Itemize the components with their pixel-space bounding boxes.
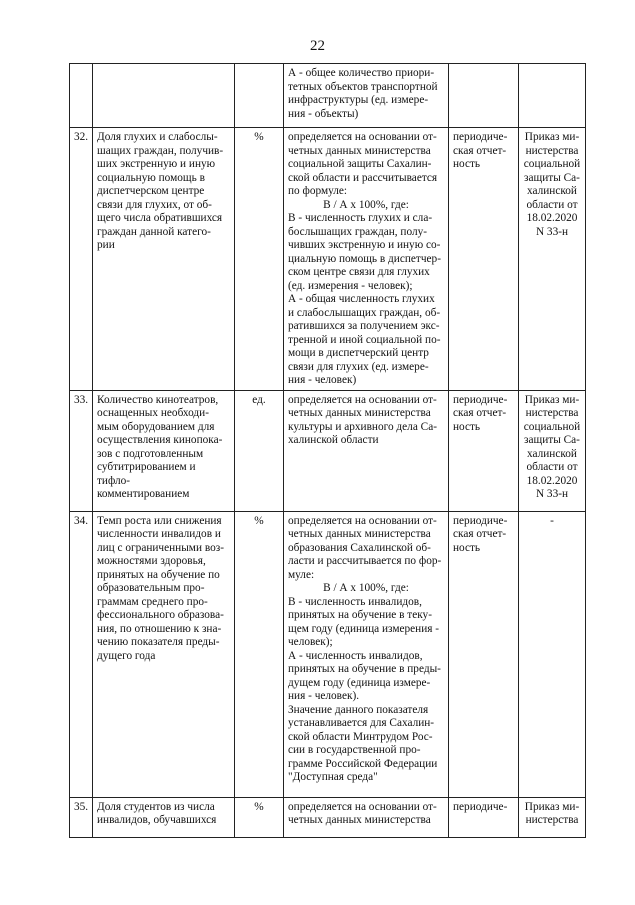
table-row [70, 390, 586, 511]
periodicity-cell [449, 511, 519, 797]
table-row [70, 128, 586, 391]
source-document: Приказ ми- нистерства [524, 800, 580, 826]
reporting-periodicity: периодиче- ская отчет- ность [453, 131, 508, 170]
reporting-periodicity: периодиче- [453, 800, 508, 813]
source-document: - [550, 514, 554, 527]
row-number-cell [70, 128, 93, 391]
indicator-name-cell [93, 128, 235, 391]
row-number-cell [70, 64, 93, 128]
unit-of-measure: ед. [252, 393, 266, 406]
source-document-cell [519, 797, 586, 837]
row-number-cell [70, 797, 93, 837]
calculation-method-cell [284, 64, 449, 128]
row-number: 35. [74, 800, 89, 813]
calculation-method-text: определяется на основании от- четных данных министерства культуры и архивного дела Са- халинской области [288, 393, 437, 446]
calculation-method-text: определяется на основании от- четных данных министерства [288, 800, 437, 826]
unit-cell [235, 511, 284, 797]
indicators-table-body [70, 64, 586, 838]
calculation-method-details: В - численность глухих и сла- бослышащих граждан, полу- чивших экстренную и иную со- циальную помощь в диспетчер- ском центре связи для глухих (ед. измерения - человек); А - общая численность глухих и слабослышащих граждан, об- ратившихся за получением экс- тренной и иной социальной по- мощи в диспетчерский центр связи для глухих (ед. измере- ния - человек) [288, 212, 441, 386]
indicator-name: Доля студентов из числа инвалидов, обучавшихся [97, 800, 217, 826]
unit-cell [235, 64, 284, 128]
table-row [70, 64, 586, 128]
periodicity-cell [449, 128, 519, 391]
calculation-method-text: А - общее количество приори- тетных объектов транспортной инфраструктуры (ед. измере- ния - объекты) [288, 67, 438, 120]
calculation-formula: В / А x 100%, где: [323, 198, 409, 211]
page-number: 22 [310, 38, 325, 54]
calculation-method-cell [284, 390, 449, 511]
unit-cell [235, 390, 284, 511]
unit-cell [235, 128, 284, 391]
source-document-cell [519, 511, 586, 797]
indicator-name-cell [93, 64, 235, 128]
unit-cell [235, 797, 284, 837]
calculation-formula: В / А x 100%, где: [323, 582, 409, 594]
periodicity-cell [449, 64, 519, 128]
row-number-cell [70, 511, 93, 797]
indicator-name-cell [93, 511, 235, 797]
calculation-method-cell [284, 128, 449, 391]
indicator-name: Доля глухих и слабослы- шащих граждан, получив- ших экстренную и иную социальную помощь в диспетчерском центре связи для глухих, от об- щего числа обратившихся граждан данной катего- рии [97, 131, 224, 251]
source-document-cell [519, 390, 586, 511]
unit-of-measure: % [254, 514, 264, 527]
calculation-method-text: определяется на основании от- четных данных министерства социальной защиты Сахалин- ской области и рассчитывается по формуле: [288, 131, 438, 197]
indicator-name-cell [93, 390, 235, 511]
unit-of-measure: % [254, 800, 264, 813]
reporting-periodicity: периодиче- ская отчет- ность [453, 514, 508, 554]
periodicity-cell [449, 797, 519, 837]
source-document-cell [519, 64, 586, 128]
reporting-periodicity: периодиче- ская отчет- ность [453, 393, 508, 433]
row-number: 33. [74, 393, 89, 406]
calculation-method-cell [284, 511, 449, 797]
table-row [70, 797, 586, 837]
indicator-name: Количество кинотеатров, оснащенных необходи- мым оборудованием для осуществления кинопока- зов с подготовленным субтитрированием и тифло- комментированием [97, 393, 223, 500]
row-number: 34. [74, 514, 89, 527]
indicators-table [69, 63, 586, 838]
unit-of-measure: % [254, 131, 264, 143]
row-number: 32. [74, 131, 89, 143]
calculation-method-cell [284, 797, 449, 837]
periodicity-cell [449, 390, 519, 511]
indicator-name: Темп роста или снижения численности инвалидов и лиц с ограниченными воз- можностями здоровья, принятых на обучение по образовательным про- граммам среднего про- фессионального образова- ния, по отношению к зна- чению показателя преды- дущего года [97, 514, 224, 662]
calculation-method-text: определяется на основании от- четных данных министерства образования Сахалинской об- ласти и рассчитывается по фор- муле: [288, 514, 442, 581]
row-number-cell [70, 390, 93, 511]
calculation-method-details: В - численность инвалидов, принятых на обучение в теку- щем году (единица измерения - человек); А - численность инвалидов, принятых на обучение в преды- дущем году (единица измере- ния - человек). Значение данного показателя устанавливается для Сахалин- ской области Минтрудом Рос- сии в государственной про- грамме Российской Федерации "Доступная среда" [288, 595, 441, 783]
source-document: Приказ ми- нистерства социальной защиты Са- халинской области от 18.02.2020 N 33-н [523, 131, 581, 238]
source-document: Приказ ми- нистерства социальной защиты Са- халинской области от 18.02.2020 N 33-н [523, 393, 581, 500]
indicator-name-cell [93, 797, 235, 837]
source-document-cell [519, 128, 586, 391]
table-row [70, 511, 586, 797]
